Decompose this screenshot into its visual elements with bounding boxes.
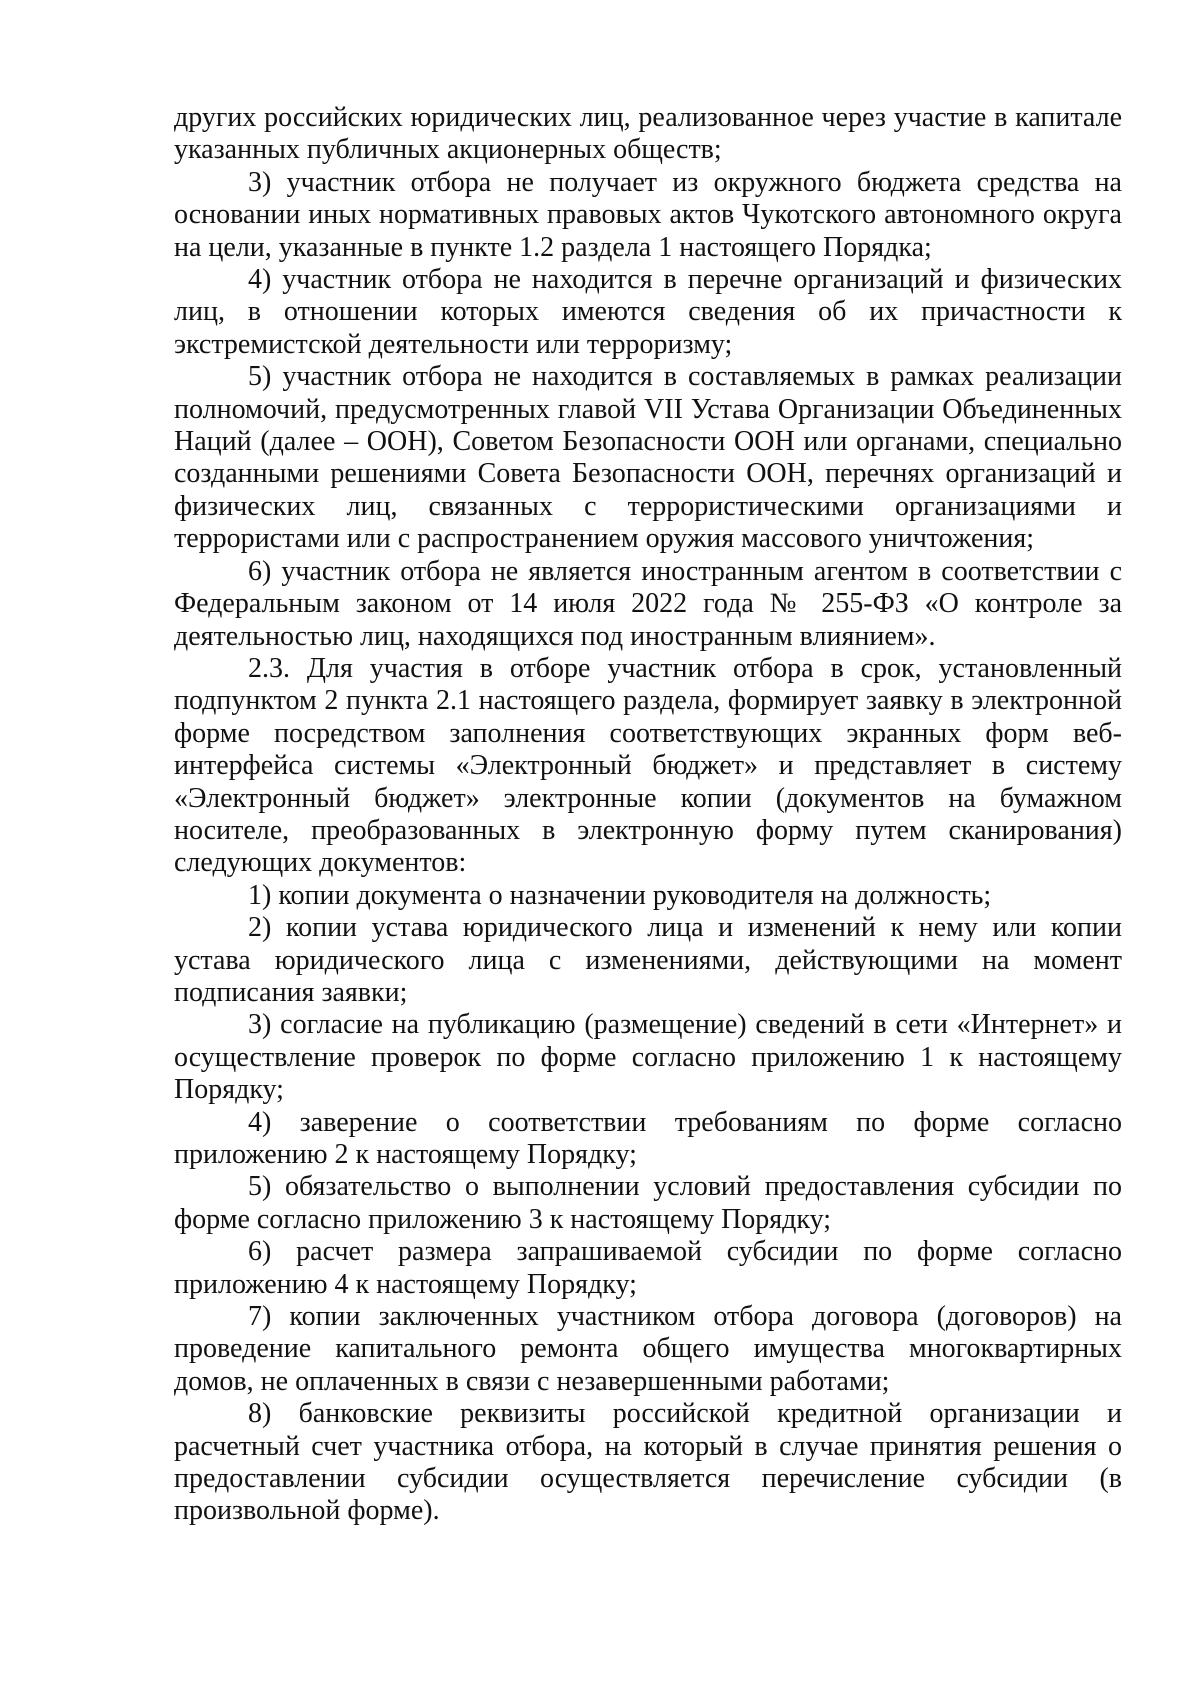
paragraph-item-6-foreign-agent: 6) участник отбора не является иностранным агентом в соответствии с Федеральным законом от 14 июля 2022 года № 255-ФЗ «О контроле за деятельностью лиц, находящихся под иностранным влиянием». — [174, 555, 1122, 652]
paragraph-section-2-3: 2.3. Для участия в отборе участник отбора в срок, установленный подпунктом 2 пункта 2.1 настоящего раздела, формирует заявку в электронной форме посредством заполнения соответствующих экранных форм веб-интерфейса системы «Электронный бюджет» и представляет в систему «Электронный бюджет» электронные копии (документов на бумажном носителе, преобразованных в электронную форму путем сканирования) следующих документов: — [174, 652, 1122, 879]
paragraph-item-5-un-lists: 5) участник отбора не находится в составляемых в рамках реализации полномочий, предусмотренных главой VII Устава Организации Объединенных Наций (далее – ООН), Советом Безопасности ООН или органами, специально созданными решениями Совета Безопасности ООН, перечнях организаций и физических лиц, связанных с террористическими организациями и террористами или с распространением оружия массового уничтожения; — [174, 361, 1122, 555]
paragraph-item-4-extremism: 4) участник отбора не находится в перечне организаций и физических лиц, в отношении которых имеются сведения об их причастности к экстремистской деятельности или терроризму; — [174, 264, 1122, 360]
paragraph-item-3-budget: 3) участник отбора не получает из окружного бюджета средства на основании иных нормативных правовых актов Чукотского автономного округа на цели, указанные в пункте 1.2 раздела 1 настоящего Порядка; — [174, 166, 1122, 263]
document-page — [174, 102, 1122, 1528]
paragraph-doc-1: 1) копии документа о назначении руководителя на должность; — [248, 879, 992, 911]
paragraph-doc-5: 5) обязательство о выполнении условий предоставления субсидии по форме согласно приложению 3 к настоящему Порядку; — [174, 1171, 1122, 1235]
paragraph-shareholders-continued: других российских юридических лиц, реализованное через участие в капитале указанных публичных акционерных обществ; — [174, 102, 1122, 166]
paragraph-doc-6: 6) расчет размера запрашиваемой субсидии по форме согласно приложению 4 к настоящему Порядку; — [174, 1236, 1122, 1300]
paragraph-doc-7: 7) копии заключенных участником отбора договора (договоров) на проведение капитального ремонта общего имущества многоквартирных домов, не оплаченных в связи с незавершенными работами; — [174, 1301, 1122, 1397]
paragraph-doc-3: 3) согласие на публикацию (размещение) сведений в сети «Интернет» и осуществление проверок по форме согласно приложению 1 к настоящему Порядку; — [174, 1009, 1122, 1106]
paragraph-doc-8: 8) банковские реквизиты российской кредитной организации и расчетный счет участника отбора, на который в случае принятия решения о предоставлении субсидии осуществляется перечисление субсидии (в произвольной форме). — [174, 1398, 1122, 1527]
paragraph-doc-4: 4) заверение о соответствии требованиям по форме согласно приложению 2 к настоящему Порядку; — [174, 1106, 1122, 1170]
paragraph-doc-2: 2) копии устава юридического лица и изменений к нему или копии устава юридического лица с изменениями, действующими на момент подписания заявки; — [174, 912, 1122, 1008]
